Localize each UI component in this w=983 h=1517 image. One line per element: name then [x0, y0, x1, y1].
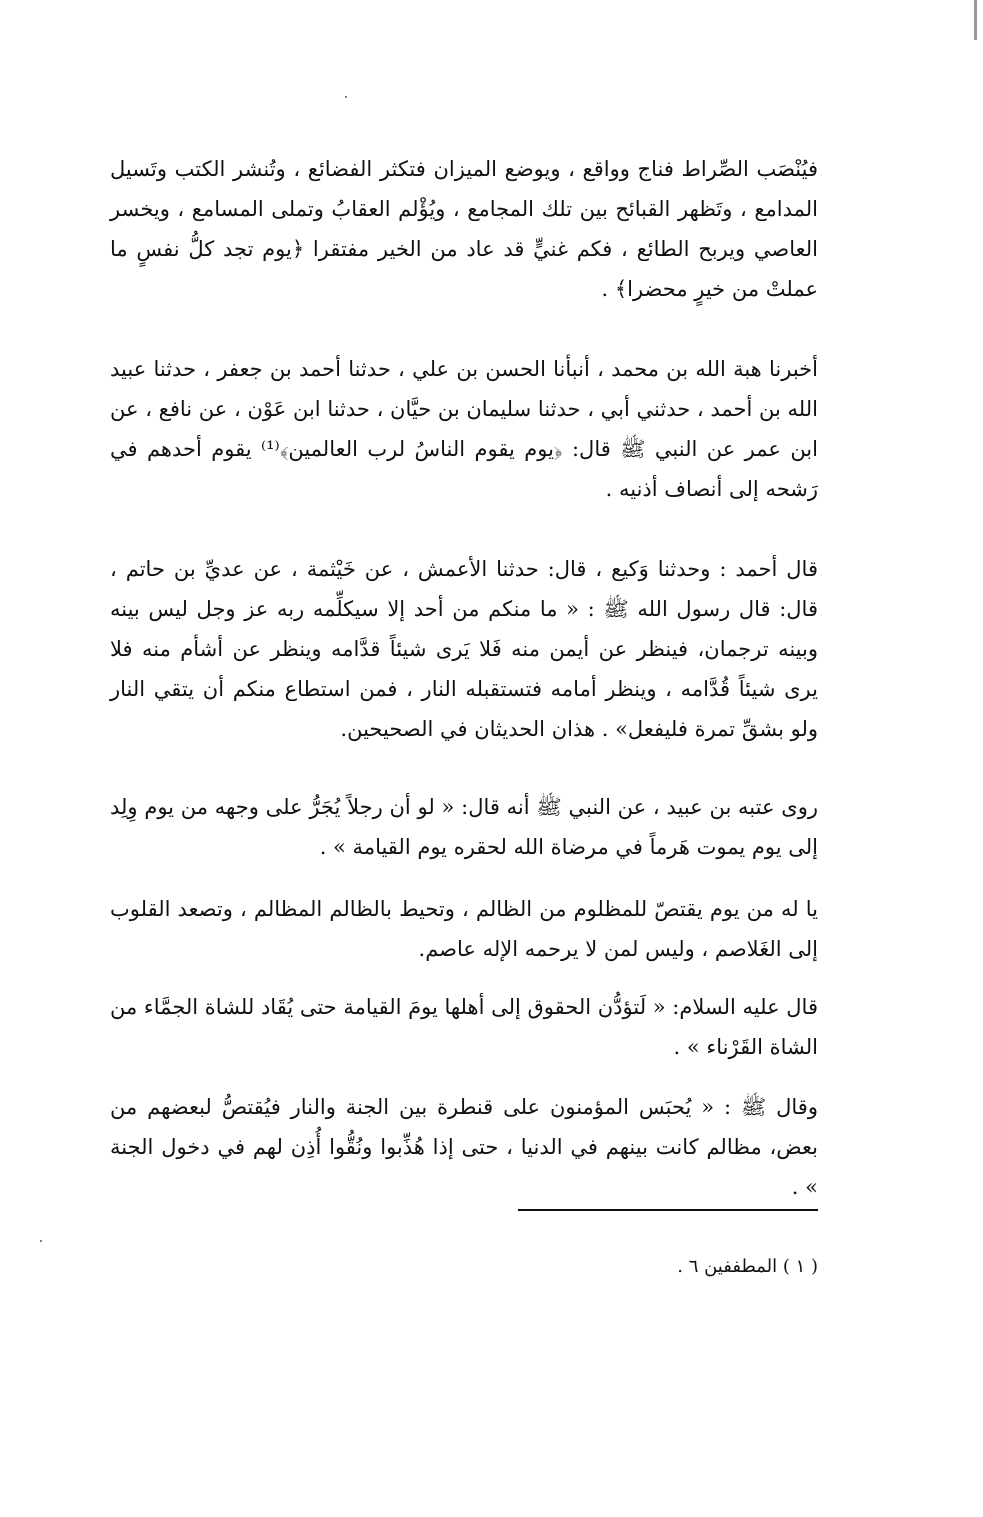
scan-edge-mark	[974, 0, 977, 40]
paragraph-hadith-adi-bin-hatim: قال أحمد : وحدثنا وَكيع ، قال: حدثنا الأعمش ، عن خَيْثمة ، عن عديِّ بن حاتم ، قال: قال رسول الله ﷺ : « ما منكم من أحد إلا سيكلِّمه ربه عز وجل ليس بينه وبينه ترجمان، فينظر عن أيمن منه فَلا يَرى شيئاً قدَّامه وينظر عن أشأم منه فلا يرى شيئاً قُدَّامه ، وينظر أمامه فتستقبله النار ، فمن استطاع منكم أن يتقي النار ولو بشقِّ تمرة فليفعل» . هذان الحديثان في الصحيحين.	[110, 557, 818, 741]
scan-speck	[345, 96, 347, 98]
footnote: ( ١ ) المطففين ٦ .	[677, 1256, 818, 1277]
paragraph-hadith-rights: قال عليه السلام: « لَتؤدُّن الحقوق إلى أهلها يومَ القيامة حتى يُقَاد للشاة الجمَّاء من الشاة القَرْناء » .	[110, 995, 818, 1059]
footnote-separator	[518, 1209, 818, 1211]
paragraph-hadith-bridge: وقال ﷺ : « يُحبَس المؤمنون على قنطرة بين الجنة والنار فيُقتصُّ لبعضهم من بعض، مظالم كانت بينهم في الدنيا ، حتى إذا هُذِّبوا ونُقُّوا أُذِن لهم في دخول الجنة » .	[110, 1095, 818, 1199]
paragraph-hadith-utbah: روى عتبه بن عبيد ، عن النبي ﷺ أنه قال: « لو أن رجلاً يُجَرُّ على وجهه من يوم وِلِد إلى يوم يموت هَرماً في مرضاة الله لحقره يوم القيامة » .	[110, 795, 818, 859]
scan-speck	[40, 1240, 42, 1242]
paragraph-hadith-ibn-umar: أخبرنا هبة الله بن محمد ، أنبأنا الحسن بن علي ، حدثنا أحمد بن جعفر ، حدثنا عبيد الله بن أحمد ، حدثني أبي ، حدثنا سليمان بن حيَّان ، حدثنا ابن عَوْن ، عن نافع ، عن ابن عمر عن النبي ﷺ قال: ﴿يوم يقوم الناسُ لرب العالمين﴾⁽¹⁾ يقوم أحدهم في رَشحه إلى أنصاف أذنيه .	[110, 357, 818, 501]
paragraph-day-of-judgment: فيُنْصَب الصِّراط فناج وواقع ، ويوضع الميزان فتكثر الفضائع ، وتُنشر الكتب وتَسيل المدامع ، وتَظهر القبائح بين تلك المجامع ، ويُؤْلم العقابُ وتملى المسامع ، ويخسر العاصي ويربح الطائع ، فكم غنيٍّ قد عاد من الخير مفتقرا ﴿يوم تجد كلُّ نفسٍ ما عملتْ من خيرٍ محضرا﴾ .	[110, 157, 818, 301]
paragraph-day-of-retribution: يا له من يوم يقتصّ للمظلوم من الظالم ، وتحيط بالظالم المظالم ، وتصعد القلوب إلى الغَلاصم ، وليس لمن لا يرحمه الإله عاصم.	[110, 897, 818, 961]
